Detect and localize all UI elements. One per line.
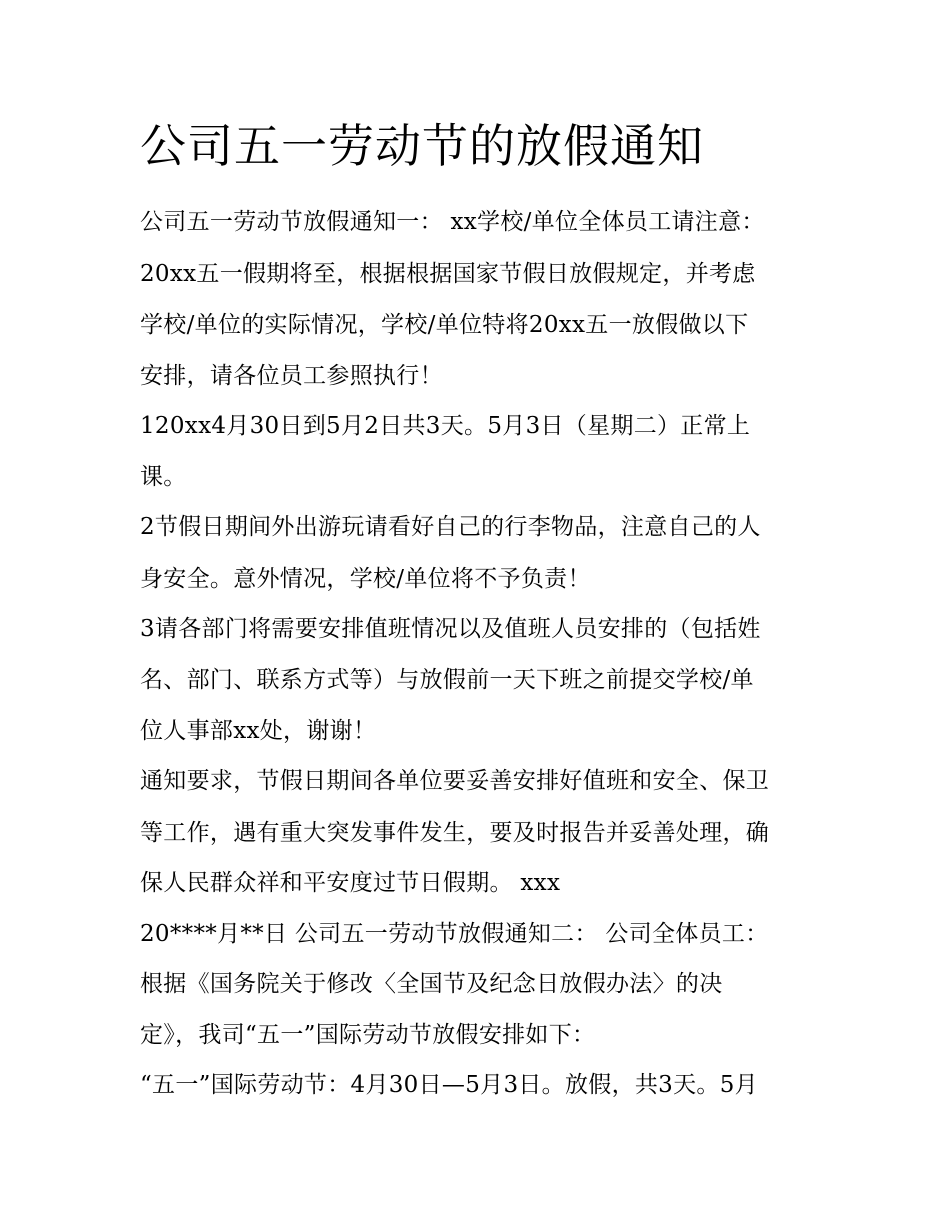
body-line: 课。 (140, 464, 187, 490)
body-line: 位人事部xx处，谢谢！ (140, 718, 377, 744)
body-line: 等工作，遇有重大突发事件发生，要及时报告并妥善处理，确 (140, 820, 770, 846)
body-line: 根据《国务院关于修改〈全国节及纪念日放假办法〉的决 (140, 971, 723, 997)
document-title: 公司五一劳动节的放假通知 (140, 119, 704, 173)
body-line: 名、部门、联系方式等）与放假前一天下班之前提交学校/单 (140, 667, 754, 693)
body-line: 安排，请各位员工参照执行！ (140, 363, 443, 389)
body-line: 保人民群众祥和平安度过节日假期。 xxx (140, 870, 561, 896)
body-line: 公司五一劳动节放假通知一： xx学校/单位全体员工请注意： (140, 209, 765, 235)
body-line: 3请各部门将需要安排值班情况以及值班人员安排的（包括姓 (140, 616, 761, 642)
body-line: 学校/单位的实际情况，学校/单位特将20xx五一放假做以下 (140, 312, 749, 338)
body-line: 定》，我司“五一”国际劳动节放假安排如下： (140, 1022, 596, 1048)
body-line: 通知要求，节假日期间各单位要妥善安排好值班和安全、保卫 (140, 768, 770, 794)
body-line: 2节假日期间外出游玩请看好自己的行李物品，注意自己的人 (140, 514, 761, 540)
body-line: 20****月**日 公司五一劳动节放假通知二： 公司全体员工： (140, 921, 769, 947)
body-line: 120xx4月30日到5月2日共3天。5月3日（星期二）正常上 (140, 413, 751, 439)
body-line: 20xx五一假期将至，根据根据国家节假日放假规定，并考虑 (140, 261, 756, 287)
body-line: “五一”国际劳动节：4月30日—5月3日。放假，共3天。5月 (140, 1072, 758, 1098)
body-line: 身安全。意外情况，学校/单位将不予负责！ (140, 566, 591, 592)
